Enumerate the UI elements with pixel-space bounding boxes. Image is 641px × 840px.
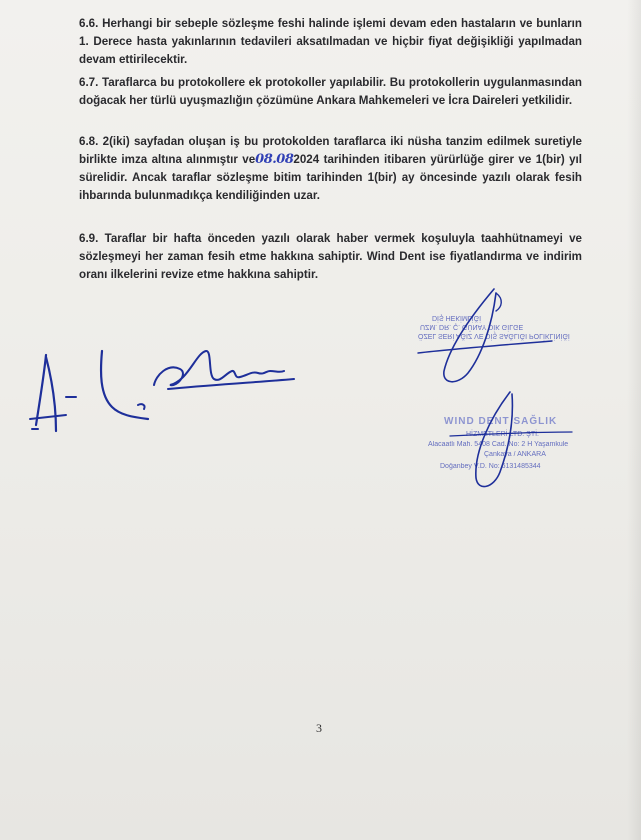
stamp-top-line3: ÖZEL SERİ AĞIZ VE DİŞ SAĞLIĞI POLİKLİNİĞİ bbox=[418, 332, 570, 339]
handwritten-date: 08.08 bbox=[255, 152, 294, 167]
stamp-tax-number: Doğanbey V.D. No: 6131485344 bbox=[440, 463, 541, 470]
clause-6-9: 6.9. Taraflar bir hafta önceden yazılı olarak haber vermek koşuluyla taahhütnameyi ve sözleşmeyi her zaman fesih etme hakkına sahiptir. Wind Dent ise fiyatlandırma ve indirim oranı ilkelerini revize etme hakkına sahiptir. bbox=[79, 232, 582, 281]
stamp-top-line2: UZM. DR. Ç. GÜNAY DİK GİLGE bbox=[420, 323, 524, 330]
signature-top-right-icon bbox=[412, 285, 562, 390]
signature-middle-icon bbox=[148, 345, 303, 400]
stamp-company-type: HİZMETLERİ LTD. ŞTİ. bbox=[466, 431, 539, 438]
stamp-company-name: WIND DENT SAĞLIK bbox=[444, 416, 558, 427]
clause-6-8-text-end: 2024 tarihinden itibaren yürürlüğe girer ve 1(bir) yıl sürelidir. Ancak taraflar sözleşme bitim tarihinden 1(bir) ay öncesinde yazılı olarak fesih ihbarında bulunmadıkça kendiliğinden uzar. bbox=[79, 153, 582, 202]
stamp-top-line1: DİŞ HEKİMLİĞİ bbox=[432, 314, 482, 321]
clause-6-8-text-start: 6.8. 2(iki) sayfadan oluşan iş bu protokolden taraflarca iki nüsha tanzim edilmek suretiyle birlikte imza altına alınmıştır ve bbox=[79, 135, 582, 166]
signature-bottom-right-icon bbox=[440, 388, 580, 498]
clause-6-7: 6.7. Taraflarca bu protokollere ek protokoller yapılabilir. Bu protokollerin uygulanmasından doğacak her türlü uyuşmazlığın çözümüne Ankara Mahkemeleri ve İcra Daireleri yetkilidir. bbox=[79, 76, 582, 107]
clause-6-8 bbox=[79, 133, 582, 205]
clause-6-6: 6.6. Herhangi bir sebeple sözleşme feshi halinde işlemi devam eden hastaların ve bunların 1. Derece hasta yakınlarının tedavileri aksatılmadan ve hiçbir fiyat değişikliği yapılmadan devam ettirilecektir. bbox=[79, 17, 582, 66]
stamp-address: Alacaatlı Mah. 5408 Cad. No: 2 H Yaşamkule bbox=[428, 441, 569, 448]
page-number: 3 bbox=[316, 721, 322, 735]
stamp-city: Çankaya / ANKARA bbox=[484, 451, 546, 458]
